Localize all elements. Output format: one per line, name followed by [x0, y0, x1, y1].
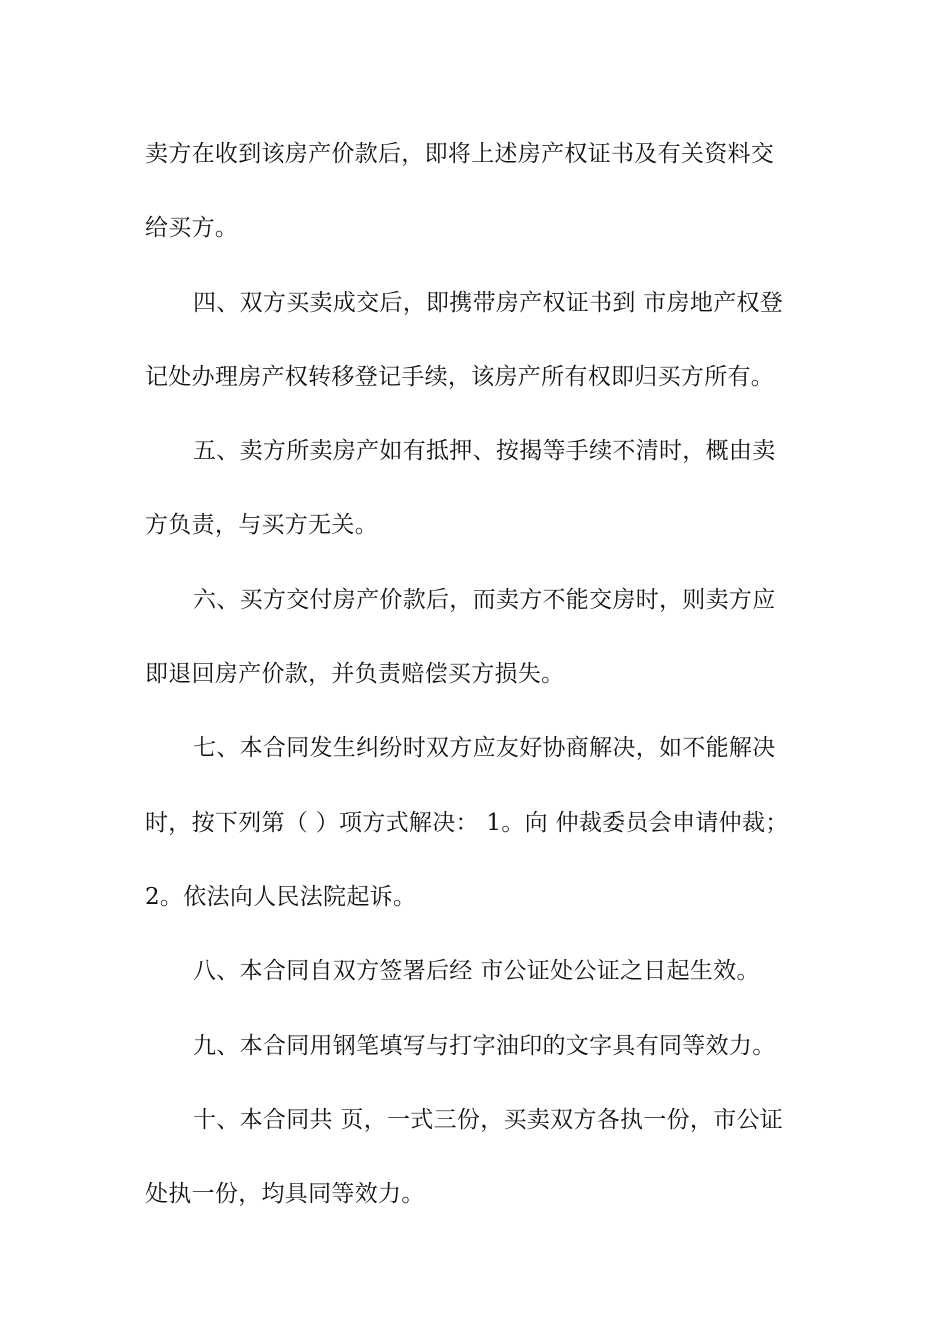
text-line: 即退回房产价款，并负责赔偿买方损失。	[145, 661, 565, 688]
clause-four-line: 四、双方买卖成交后，即携带房产权证书到 市房地产权登	[193, 289, 784, 316]
text-line: 给买方。	[145, 215, 239, 242]
clause-ten-line: 十、本合同共 页，一式三份，买卖双方各执一份，市公证	[193, 1106, 784, 1133]
clause-six-line: 六、买方交付房产价款后，而卖方不能交房时，则卖方应	[193, 586, 776, 613]
clause-seven-line: 七、本合同发生纠纷时双方应友好协商解决，如不能解决	[193, 735, 776, 762]
document-body	[145, 129, 810, 1243]
clause-five-line: 五、卖方所卖房产如有抵押、按揭等手续不清时，概由卖	[193, 438, 776, 465]
text-line: 2。依法向人民法院起诉。	[145, 883, 417, 910]
text-line: 处执一份，均具同等效力。	[145, 1181, 425, 1208]
clause-eight-line: 八、本合同自双方签署后经 市公证处公证之日起生效。	[193, 958, 760, 985]
text-line: 方负责，与买方无关。	[145, 512, 378, 539]
text-line: 记处办理房产权转移登记手续，该房产所有权即归买方所有。	[145, 363, 775, 390]
clause-nine-line: 九、本合同用钢笔填写与打字油印的文字具有同等效力。	[193, 1032, 776, 1059]
text-line: 时，按下列第（ ）项方式解决： 1。向 仲裁委员会申请仲裁；	[145, 809, 789, 836]
text-line: 卖方在收到该房产价款后，即将上述房产权证书及有关资料交	[145, 141, 775, 167]
